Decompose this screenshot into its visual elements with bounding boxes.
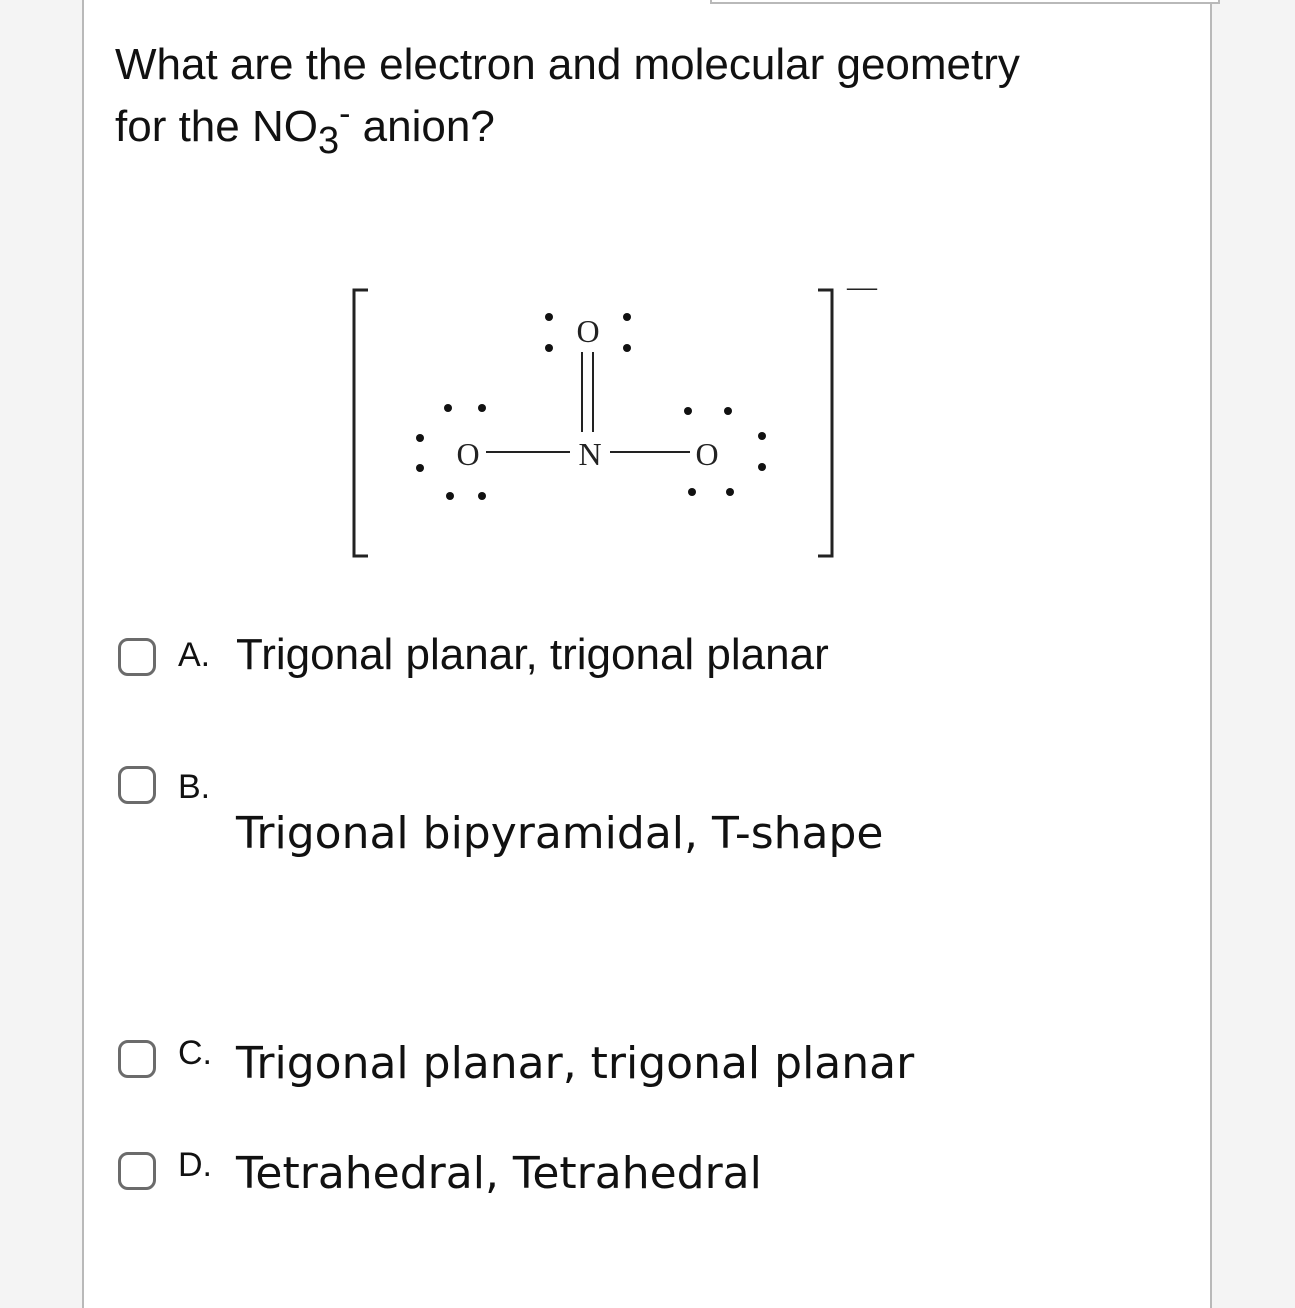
lone-pair-dot: [545, 344, 553, 352]
question-superscript: -: [339, 95, 351, 133]
lone-pair-dot: [416, 434, 424, 442]
question-text: [115, 34, 1175, 161]
option-a-text: Trigonal planar, trigonal planar: [236, 630, 829, 679]
question-subscript: 3: [317, 120, 340, 162]
option-c-letter: C.: [178, 1034, 212, 1072]
option-c-checkbox[interactable]: [118, 1040, 156, 1078]
right-bracket: [818, 290, 832, 556]
top-tab-border: [710, 0, 1220, 4]
option-b-letter: B.: [178, 768, 211, 806]
lone-pair-dot: [478, 492, 486, 500]
lone-pair-dot: [416, 464, 424, 472]
option-b-checkbox[interactable]: [118, 766, 156, 804]
left-oxygen: O: [456, 436, 480, 472]
option-a-checkbox[interactable]: [118, 638, 156, 676]
lone-pair-dot: [446, 492, 454, 500]
lone-pair-dot: [758, 432, 766, 440]
lone-pair-dot: [478, 404, 486, 412]
lone-pair-dot: [623, 344, 631, 352]
option-c-text: Trigonal planar, trigonal planar: [236, 1038, 915, 1089]
right-oxygen: O: [695, 436, 719, 472]
lone-pair-dot: [724, 407, 732, 415]
question-line-2: [115, 96, 1175, 161]
option-a-letter: A.: [178, 636, 211, 674]
lone-pair-dot: [444, 404, 452, 412]
question-prefix: for the NO: [115, 102, 318, 151]
left-bracket: [354, 290, 368, 556]
option-d-letter: D.: [178, 1146, 212, 1184]
lone-pair-dot: [688, 488, 696, 496]
lone-pair-dot: [684, 407, 692, 415]
option-d-text: Tetrahedral, Tetrahedral: [236, 1148, 762, 1199]
lone-pair-dot: [545, 313, 553, 321]
option-b-text: Trigonal bipyramidal, T-shape: [236, 808, 884, 859]
lone-pair-dot: [726, 488, 734, 496]
charge-label: —: [847, 270, 877, 303]
lewis-structure-diagram: [330, 270, 890, 570]
lone-pair-dot: [758, 463, 766, 471]
question-line-1: What are the electron and molecular geometry: [115, 40, 1020, 89]
top-oxygen: O: [576, 313, 600, 349]
option-d-checkbox[interactable]: [118, 1152, 156, 1190]
lone-pair-dot: [623, 313, 631, 321]
question-suffix: anion?: [350, 102, 495, 151]
central-nitrogen: N: [578, 436, 602, 472]
